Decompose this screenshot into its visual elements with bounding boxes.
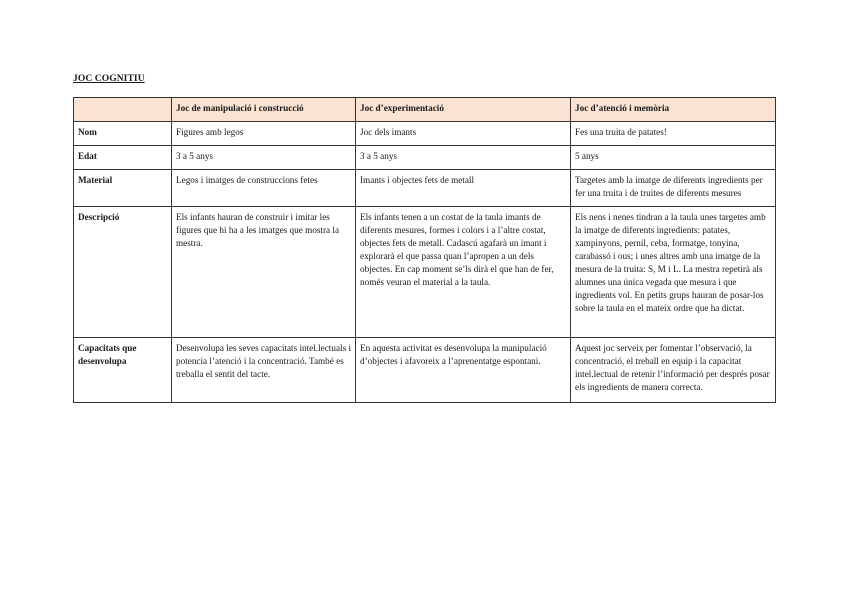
table-cell: Desenvolupa les seves capacitats intel.lectuals i potencia l’atenció i la concentració. També es treballa el sentit del tacte. — [172, 338, 356, 403]
table-cell: Imants i objectes fets de metall — [356, 170, 571, 207]
table-cell: Joc dels imants — [356, 122, 571, 146]
table-cell: 5 anys — [571, 146, 776, 170]
table-cell: 3 a 5 anys — [356, 146, 571, 170]
row-label-capacities: Capacitats que desenvolupa — [74, 338, 172, 403]
table-cell: Figures amb legos — [172, 122, 356, 146]
row-label-name: Nom — [74, 122, 172, 146]
table-row-description — [74, 207, 776, 338]
row-label-description: Descripció — [74, 207, 172, 338]
table-cell: Fes una truita de patates! — [571, 122, 776, 146]
games-table — [73, 97, 776, 403]
table-row-name — [74, 122, 776, 146]
header-attention-memory-game: Joc d’atenció i memòria — [571, 98, 776, 122]
header-experimentation-game: Joc d’experimentació — [356, 98, 571, 122]
table-row-capacities — [74, 338, 776, 403]
row-label-age: Edat — [74, 146, 172, 170]
table-cell: 3 a 5 anys — [172, 146, 356, 170]
table-cell: Aquest joc serveix per fomentar l’observació, la concentració, el treball en equip i la capacitat intel.lectual de retenir l’informació per després posar els ingredients de manera correcta. — [571, 338, 776, 403]
header-manipulation-game: Joc de manipulació i construcció — [172, 98, 356, 122]
table-cell: Els infants tenen a un costat de la taula imants de diferents mesures, formes i colors i a l’altre costat, objectes fets de metall. Cadascú agafarà un imant i explorarà el que passa quan l’apropen a un dels objectes. En cap moment se’ls dirà el que han de fer, només veuran el material a la taula. — [356, 207, 571, 338]
table-cell: En aquesta activitat es desenvolupa la manipulació d’objectes i afavoreix a l’aprenentatge espontani. — [356, 338, 571, 403]
table-cell: Legos i imatges de construccions fetes — [172, 170, 356, 207]
table-header-row — [74, 98, 776, 122]
document-title: JOC COGNITIU — [73, 74, 145, 84]
table-cell: Els infants hauran de construir i imitar les figures que hi ha a les imatges que mostra la mestra. — [172, 207, 356, 338]
table-row-age — [74, 146, 776, 170]
table-row-material — [74, 170, 776, 207]
header-corner-cell — [74, 98, 172, 122]
table-cell: Targetes amb la imatge de diferents ingredients per fer una truita i de truites de diferents mesures — [571, 170, 776, 207]
row-label-material: Material — [74, 170, 172, 207]
table-cell: Els nens i nenes tindran a la taula unes targetes amb la imatge de diferents ingredients: patates, xampinyons, pernil, ceba, formatge, tonyina, carabassó i ous; i unes altres amb una imatge de la mesura de la truita: S, M i L. La mestra repetirà als alumnes una única vegada que mesura i que ingredients vol. En petits grups hauran de posar-los sobre la taula en el mateix ordre que ha dictat. — [571, 207, 776, 338]
